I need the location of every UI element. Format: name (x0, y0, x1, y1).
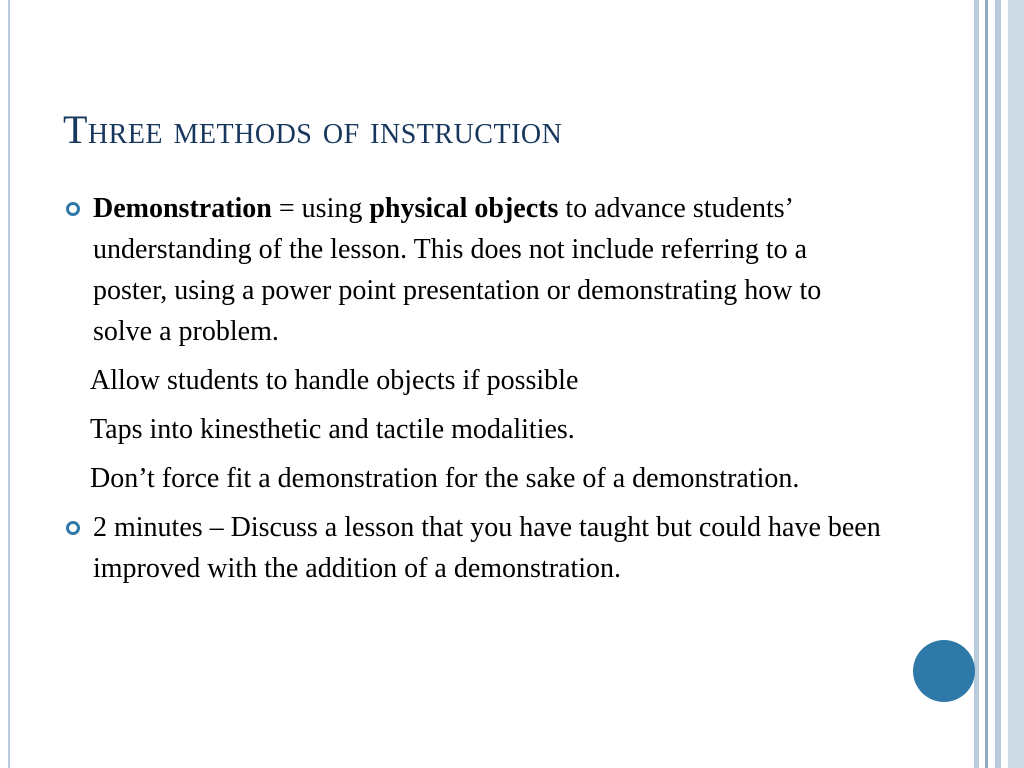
term-demonstration: Demonstration (93, 193, 272, 224)
term-physical-objects: physical objects (369, 193, 559, 224)
bullet-text: to advance students’ understanding of the lesson. This does not include referring to a poster, using a power point presentation or demonstrating how to solve a problem. (93, 193, 822, 347)
slide-content (62, 188, 882, 589)
equals-text: = using (271, 193, 370, 224)
bullet-text: 2 minutes – Discuss a lesson that you have taught but could have been improved with the addition of a demonstration. (93, 512, 881, 584)
bullet-item-discussion (62, 507, 882, 589)
right-decorative-stripes (974, 0, 1024, 768)
subpoint-modalities: Taps into kinesthetic and tactile modalities. (90, 414, 575, 445)
subpoint-force-fit: Don’t force fit a demonstration for the sake of a demonstration. (90, 463, 800, 494)
stripe (1001, 0, 1008, 768)
stripe (988, 0, 995, 768)
blue-circle-icon (913, 640, 975, 702)
left-frame-line (8, 0, 10, 768)
subpoint-handle-objects: Allow students to handle objects if possible (90, 365, 579, 396)
stripe (1008, 0, 1024, 768)
hollow-circle-bullet-icon (66, 521, 80, 535)
slide-title: Three methods of instruction (63, 107, 563, 152)
bullet-item-demonstration (62, 188, 882, 352)
hollow-circle-bullet-icon (66, 202, 80, 216)
